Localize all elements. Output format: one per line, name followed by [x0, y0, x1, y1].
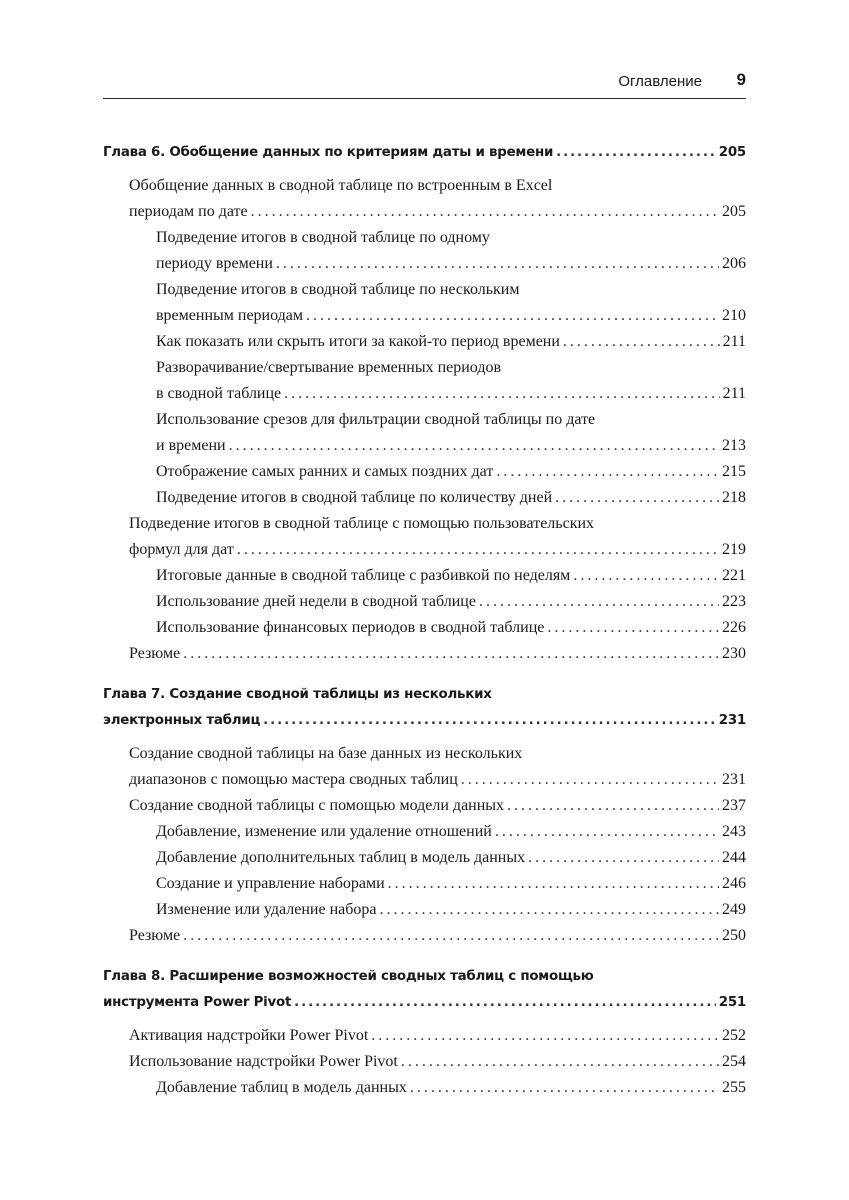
entry-leader-line [129, 767, 746, 793]
dot-leader [496, 459, 719, 485]
entry-page-number: 223 [722, 593, 746, 610]
dot-leader [294, 990, 716, 1016]
entry-title: Использование финансовых периодов в сводной таблице [156, 619, 545, 636]
entry-title: Резюме [129, 645, 181, 662]
subsection-entry [103, 329, 746, 355]
dot-leader [410, 1075, 719, 1101]
entry-page-number: 230 [722, 645, 746, 662]
entry-leader-line [156, 845, 746, 871]
subsection-entry [103, 819, 746, 845]
entry-title: Отображение самых ранних и самых поздних дат [156, 463, 494, 480]
subsection-entry [103, 485, 746, 511]
entry-title: и времени [156, 437, 226, 454]
entry-title-line: Использование срезов для фильтрации сводной таблицы по дате [156, 411, 596, 428]
table-of-contents [103, 140, 746, 1101]
dot-leader [507, 793, 719, 819]
chapter-title: электронных таблиц [103, 713, 261, 728]
entry-leader-line [129, 641, 746, 667]
page-number: 9 [736, 70, 746, 89]
entry-title: Изменение или удаление набора [156, 901, 377, 918]
entry-page-number: 211 [722, 385, 746, 402]
section-entry [103, 1049, 746, 1075]
entry-leader-line [156, 615, 746, 641]
entry-title: Создание сводной таблицы с помощью модели данных [129, 797, 505, 814]
entry-title: формул для дат [129, 541, 234, 558]
entry-leader-line [156, 381, 746, 407]
entry-title: Подведение итогов в сводной таблице по количеству дней [156, 489, 553, 506]
entry-leader-line [129, 1023, 746, 1049]
chapter-title-line: Глава 7. Создание сводной таблицы из нескольких [103, 687, 492, 702]
subsection-entry [103, 871, 746, 897]
subsection-entry [103, 897, 746, 923]
chapter-leader-line [103, 140, 746, 166]
entry-title: периодам по дате [129, 203, 248, 220]
dot-leader [251, 199, 719, 225]
entry-title: Как показать или скрыть итоги за какой-то период времени [156, 333, 560, 350]
dot-leader [495, 819, 719, 845]
entry-page-number: 255 [722, 1079, 746, 1096]
entry-page-number: 215 [722, 463, 746, 480]
entry-page-number: 246 [722, 875, 746, 892]
chapter-title: Глава 6. Обобщение данных по критериям даты и времени [103, 145, 554, 160]
section-entry [103, 511, 746, 563]
chapter-heading [103, 964, 746, 1016]
chapter-page-number: 231 [718, 713, 746, 728]
entry-title: Создание и управление наборами [156, 875, 385, 892]
entry-title-line: Разворачивание/свертывание временных периодов [156, 359, 502, 376]
section-entry [103, 793, 746, 819]
entry-title: Итоговые данные в сводной таблице с разбивкой по неделям [156, 567, 571, 584]
entry-title: Использование дней недели в сводной таблице [156, 593, 476, 610]
chapter-page-number: 205 [718, 145, 746, 160]
dot-leader [371, 1023, 719, 1049]
chapter-page-number: 251 [718, 995, 746, 1010]
dot-leader [263, 708, 716, 734]
entry-leader-line [129, 1049, 746, 1075]
running-header [103, 70, 746, 99]
subsection-entry [103, 355, 746, 407]
entry-leader-line [156, 329, 746, 355]
entry-page-number: 219 [722, 541, 746, 558]
entry-page-number: 237 [722, 797, 746, 814]
entry-page-number: 254 [722, 1053, 746, 1070]
entry-title: в сводной таблице [156, 385, 282, 402]
entry-page-number: 213 [722, 437, 746, 454]
entry-title: Использование надстройки Power Pivot [129, 1053, 398, 1070]
entry-leader-line [156, 485, 746, 511]
dot-leader [379, 897, 719, 923]
entry-title-line: Подведение итогов в сводной таблице по нескольким [156, 281, 520, 298]
subsection-entry [103, 1075, 746, 1101]
dot-leader [528, 845, 719, 871]
entry-leader-line [156, 433, 746, 459]
section-entry [103, 173, 746, 225]
dot-leader [229, 433, 719, 459]
chapter-leader-line [103, 708, 746, 734]
entry-title: Добавление, изменение или удаление отношений [156, 823, 492, 840]
entry-page-number: 250 [722, 927, 746, 944]
running-header-title: Оглавление [618, 73, 702, 90]
entry-leader-line [156, 303, 746, 329]
entry-leader-line [129, 537, 746, 563]
entry-leader-line [129, 199, 746, 225]
dot-leader [556, 140, 716, 166]
dot-leader [183, 641, 719, 667]
chapter-leader-line [103, 990, 746, 1016]
subsection-entry [103, 563, 746, 589]
entry-leader-line [156, 459, 746, 485]
dot-leader [388, 871, 719, 897]
chapter-heading [103, 140, 746, 166]
entry-page-number: 226 [722, 619, 746, 636]
entry-title-line: Подведение итогов в сводной таблице с помощью пользовательских [129, 515, 595, 532]
dot-leader [401, 1049, 719, 1075]
section-entry [103, 1023, 746, 1049]
entry-page-number: 221 [722, 567, 746, 584]
subsection-entry [103, 407, 746, 459]
dot-leader [284, 381, 719, 407]
entry-page-number: 252 [722, 1027, 746, 1044]
chapter-title-line: Глава 8. Расширение возможностей сводных таблиц с помощью [103, 969, 594, 984]
subsection-entry [103, 459, 746, 485]
entry-title: Добавление дополнительных таблиц в модель данных [156, 849, 526, 866]
dot-leader [547, 615, 719, 641]
section-entry [103, 641, 746, 667]
entry-page-number: 249 [722, 901, 746, 918]
entry-leader-line [156, 1075, 746, 1101]
dot-leader [461, 767, 719, 793]
entry-title: диапазонов с помощью мастера сводных таблиц [129, 771, 458, 788]
entry-page-number: 218 [722, 489, 746, 506]
entry-title: Активация надстройки Power Pivot [129, 1027, 369, 1044]
subsection-entry [103, 225, 746, 277]
entry-page-number: 210 [722, 307, 746, 324]
subsection-entry [103, 615, 746, 641]
section-entry [103, 923, 746, 949]
entry-page-number: 231 [722, 771, 746, 788]
entry-title: Резюме [129, 927, 181, 944]
dot-leader [555, 485, 719, 511]
entry-leader-line [156, 251, 746, 277]
entry-title: Добавление таблиц в модель данных [156, 1079, 407, 1096]
dot-leader [479, 589, 719, 615]
entry-leader-line [156, 819, 746, 845]
entry-leader-line [156, 897, 746, 923]
entry-title-line: Создание сводной таблицы на базе данных из нескольких [129, 745, 523, 762]
entry-title-line: Подведение итогов в сводной таблице по одному [156, 229, 490, 246]
dot-leader [237, 537, 719, 563]
chapter-title: инструмента Power Pivot [103, 995, 292, 1010]
dot-leader [276, 251, 719, 277]
subsection-entry [103, 589, 746, 615]
subsection-entry [103, 277, 746, 329]
entry-page-number: 206 [722, 255, 746, 272]
chapter-heading [103, 682, 746, 734]
entry-leader-line [156, 589, 746, 615]
dot-leader [183, 923, 719, 949]
entry-leader-line [129, 923, 746, 949]
dot-leader [563, 329, 720, 355]
section-entry [103, 741, 746, 793]
entry-title: периоду времени [156, 255, 273, 272]
dot-leader [573, 563, 719, 589]
entry-leader-line [129, 793, 746, 819]
entry-leader-line [156, 871, 746, 897]
subsection-entry [103, 845, 746, 871]
entry-page-number: 205 [722, 203, 746, 220]
entry-leader-line [156, 563, 746, 589]
entry-page-number: 211 [722, 333, 746, 350]
entry-page-number: 244 [722, 849, 746, 866]
entry-page-number: 243 [722, 823, 746, 840]
entry-title-line: Обобщение данных в сводной таблице по встроенным в Excel [129, 177, 553, 194]
dot-leader [306, 303, 719, 329]
entry-title: временным периодам [156, 307, 304, 324]
